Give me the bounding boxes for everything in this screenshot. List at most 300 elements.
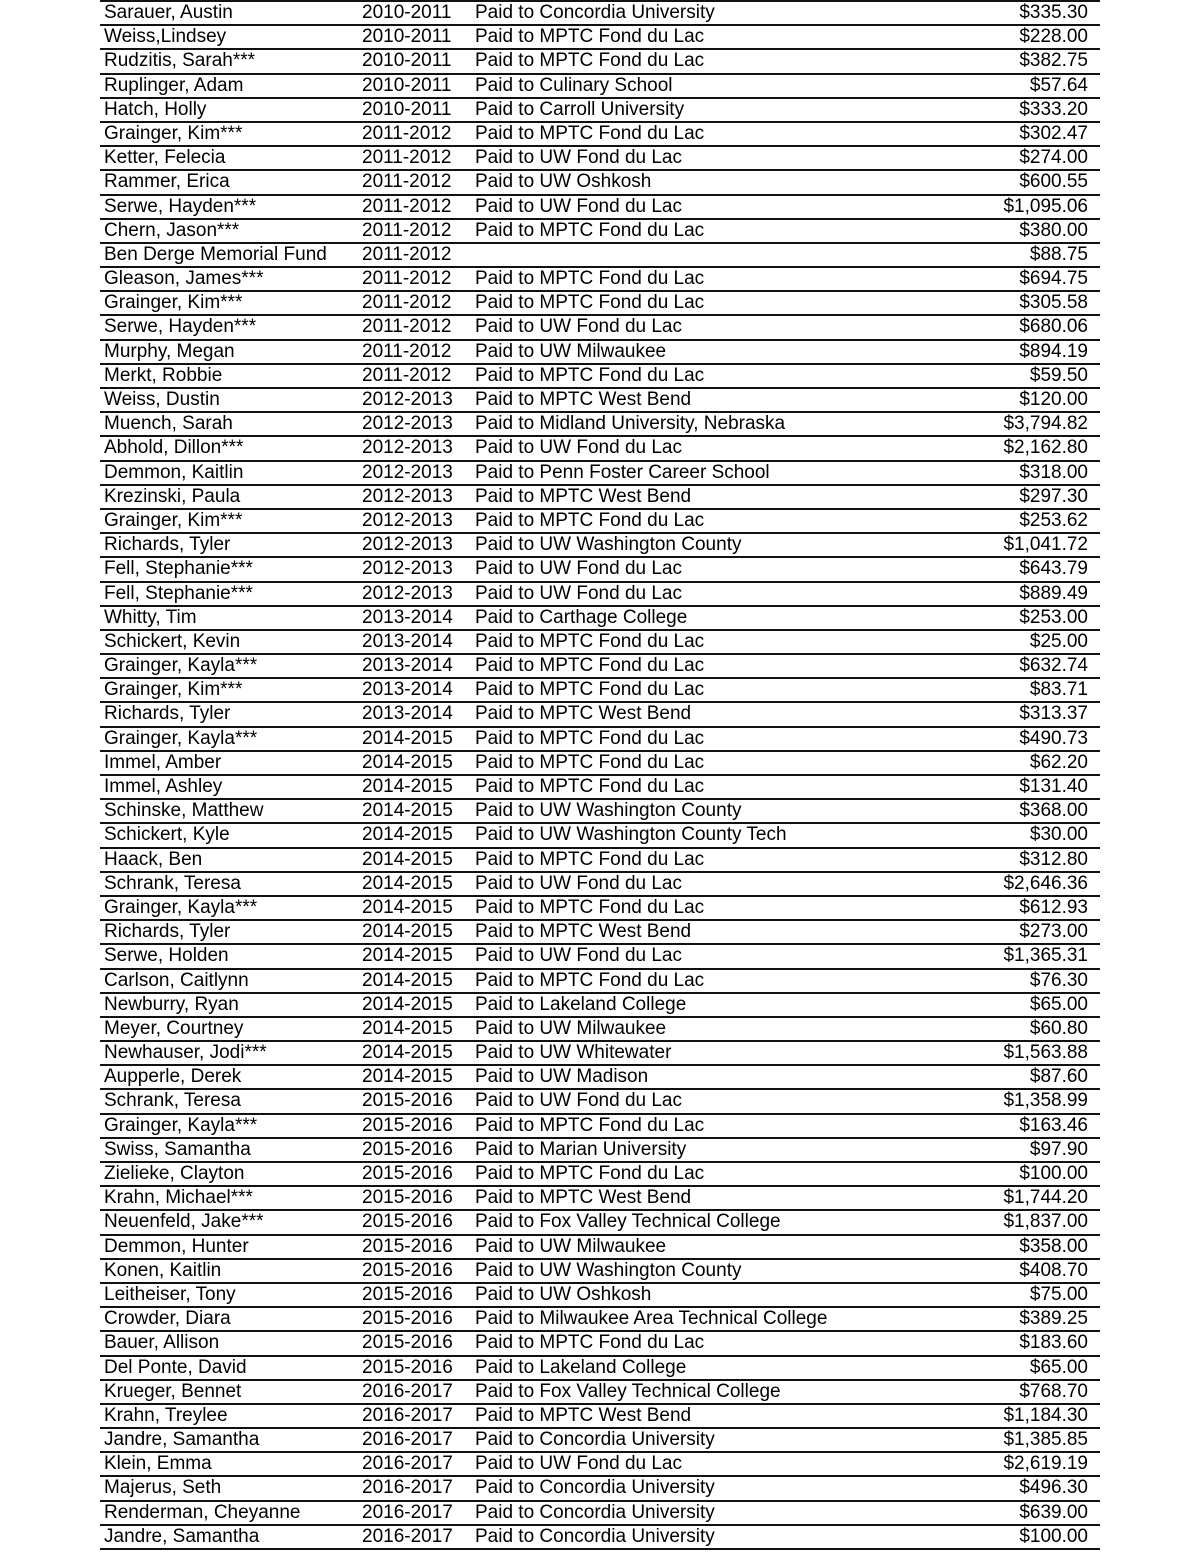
payment-description-cell: Paid to UW Washington County	[475, 534, 742, 556]
table-row	[100, 462, 1100, 486]
payment-description-cell: Paid to MPTC Fond du Lac	[475, 26, 705, 48]
table-row	[100, 510, 1100, 534]
payment-description-cell: Paid to UW Fond du Lac	[475, 558, 682, 580]
table-row	[100, 26, 1100, 50]
table-row	[100, 50, 1100, 74]
payment-description-cell: Paid to MPTC Fond du Lac	[475, 50, 705, 72]
payment-description-cell: Paid to MPTC Fond du Lac	[475, 776, 705, 797]
school-year-cell: 2015-2016	[362, 1138, 453, 1160]
payment-description-cell: Paid to UW Fond du Lac	[475, 437, 682, 459]
school-year-cell: 2013-2014	[362, 630, 453, 652]
payment-description-cell: Paid to MPTC Fond du Lac	[475, 655, 705, 677]
payment-description-cell: Paid to MPTC West Bend	[475, 703, 692, 725]
school-year-cell: 2011-2012	[362, 292, 452, 314]
amount-cell: $1,095.06	[1003, 195, 1088, 217]
recipient-name-cell: Krahn, Treylee	[104, 1404, 228, 1426]
school-year-cell: 2013-2014	[362, 679, 453, 701]
recipient-name-cell: Ketter, Felecia	[104, 147, 226, 169]
school-year-cell: 2011-2012	[362, 268, 452, 290]
school-year-cell: 2014-2015	[362, 848, 453, 870]
table-row	[100, 147, 1100, 171]
payment-description-cell: Paid to Lakeland College	[475, 993, 687, 1015]
table-row	[100, 220, 1100, 244]
recipient-name-cell: Schinske, Matthew	[104, 800, 264, 822]
recipient-name-cell: Ben Derge Memorial Fund	[104, 243, 327, 265]
school-year-cell: 2013-2014	[362, 606, 453, 628]
amount-cell: $2,619.19	[1003, 1453, 1088, 1475]
table-row	[100, 583, 1100, 607]
amount-cell: $30.00	[1029, 824, 1088, 846]
amount-cell: $2,162.80	[1003, 437, 1088, 459]
table-row	[100, 1429, 1100, 1453]
recipient-name-cell: Zielieke, Clayton	[104, 1163, 245, 1184]
amount-cell: $65.00	[1029, 993, 1088, 1015]
table-row	[100, 534, 1100, 558]
recipient-name-cell: Grainger, Kayla***	[104, 727, 258, 749]
school-year-cell: 2014-2015	[362, 872, 453, 894]
recipient-name-cell: Haack, Ben	[104, 848, 203, 870]
payment-description-cell: Paid to MPTC Fond du Lac	[475, 751, 705, 773]
amount-cell: $313.37	[1019, 703, 1088, 725]
school-year-cell: 2011-2012	[362, 219, 452, 241]
table-row	[100, 244, 1100, 268]
amount-cell: $632.74	[1019, 655, 1088, 677]
school-year-cell: 2015-2016	[362, 1308, 453, 1330]
table-row	[100, 873, 1100, 897]
payment-description-cell: Paid to Culinary School	[475, 74, 673, 96]
recipient-name-cell: Merkt, Robbie	[104, 364, 223, 386]
amount-cell: $83.71	[1029, 679, 1088, 701]
amount-cell: $894.19	[1019, 340, 1088, 362]
amount-cell: $60.80	[1029, 1017, 1088, 1039]
school-year-cell: 2016-2017	[362, 1477, 453, 1499]
table-row	[100, 824, 1100, 848]
amount-cell: $87.60	[1029, 1066, 1088, 1088]
table-row	[100, 341, 1100, 365]
amount-cell: $253.00	[1019, 606, 1088, 628]
school-year-cell: 2011-2012	[362, 243, 452, 265]
amount-cell: $680.06	[1019, 316, 1088, 338]
recipient-name-cell: Jandre, Samantha	[104, 1525, 260, 1547]
payment-description-cell: Paid to UW Oshkosh	[475, 1283, 652, 1305]
payment-description-cell: Paid to UW Milwaukee	[475, 1017, 667, 1039]
recipient-name-cell: Abhold, Dillon***	[104, 437, 244, 459]
recipient-name-cell: Fell, Stephanie***	[104, 558, 253, 580]
recipient-name-cell: Ruplinger, Adam	[104, 74, 244, 96]
payment-description-cell: Paid to MPTC West Bend	[475, 1404, 692, 1426]
recipient-name-cell: Aupperle, Derek	[104, 1066, 242, 1088]
school-year-cell: 2012-2013	[362, 485, 453, 507]
recipient-name-cell: Gleason, James***	[104, 268, 264, 290]
amount-cell: $333.20	[1019, 98, 1088, 120]
payment-description-cell: Paid to UW Milwaukee	[475, 340, 667, 362]
amount-cell: $62.20	[1029, 751, 1088, 773]
payment-description-cell: Paid to Concordia University	[475, 1501, 715, 1523]
school-year-cell: 2012-2013	[362, 582, 453, 604]
table-row	[100, 99, 1100, 123]
table-row	[100, 1042, 1100, 1066]
table-row	[100, 1526, 1100, 1550]
payment-description-cell: Paid to UW Fond du Lac	[475, 872, 682, 894]
amount-cell: $496.30	[1019, 1477, 1088, 1499]
payment-description-cell: Paid to UW Fond du Lac	[475, 1453, 682, 1475]
recipient-name-cell: Schickert, Kyle	[104, 824, 230, 846]
school-year-cell: 2012-2013	[362, 389, 453, 410]
recipient-name-cell: Swiss, Samantha	[104, 1138, 251, 1160]
table-row	[100, 389, 1100, 413]
payment-description-cell: Paid to UW Washington County	[475, 800, 742, 822]
school-year-cell: 2012-2013	[362, 461, 453, 483]
table-row	[100, 631, 1100, 655]
school-year-cell: 2015-2016	[362, 1235, 453, 1257]
payment-description-cell: Paid to MPTC Fond du Lac	[475, 848, 705, 870]
table-row	[100, 800, 1100, 824]
payment-description-cell: Paid to UW Fond du Lac	[475, 316, 682, 338]
amount-cell: $183.60	[1019, 1332, 1088, 1354]
table-row	[100, 171, 1100, 195]
recipient-name-cell: Grainger, Kim***	[104, 679, 243, 701]
school-year-cell: 2014-2015	[362, 800, 453, 822]
amount-cell: $318.00	[1019, 461, 1088, 483]
recipient-name-cell: Richards, Tyler	[104, 534, 231, 556]
amount-cell: $639.00	[1019, 1501, 1088, 1523]
payment-description-cell: Paid to Penn Foster Career School	[475, 461, 770, 483]
recipient-name-cell: Immel, Ashley	[104, 776, 223, 797]
school-year-cell: 2014-2015	[362, 1066, 453, 1088]
recipient-name-cell: Krueger, Bennet	[104, 1380, 242, 1402]
payment-description-cell: Paid to UW Milwaukee	[475, 1235, 667, 1257]
payment-description-cell: Paid to MPTC Fond du Lac	[475, 1332, 705, 1354]
school-year-cell: 2015-2016	[362, 1187, 453, 1209]
school-year-cell: 2012-2013	[362, 509, 453, 531]
table-row	[100, 1332, 1100, 1356]
amount-cell: $76.30	[1029, 969, 1088, 991]
school-year-cell: 2016-2017	[362, 1429, 453, 1451]
table-row	[100, 558, 1100, 582]
amount-cell: $305.58	[1019, 292, 1088, 314]
recipient-name-cell: Klein, Emma	[104, 1453, 212, 1475]
table-row	[100, 655, 1100, 679]
table-row	[100, 679, 1100, 703]
recipient-name-cell: Meyer, Courtney	[104, 1017, 244, 1039]
recipient-name-cell: Grainger, Kayla***	[104, 896, 258, 918]
table-row	[100, 1405, 1100, 1429]
payment-description-cell: Paid to MPTC Fond du Lac	[475, 1114, 705, 1136]
recipient-name-cell: Schrank, Teresa	[104, 1090, 241, 1112]
table-row	[100, 945, 1100, 969]
school-year-cell: 2012-2013	[362, 413, 453, 435]
amount-cell: $131.40	[1019, 776, 1088, 797]
recipient-name-cell: Sarauer, Austin	[104, 2, 233, 23]
table-row	[100, 1381, 1100, 1405]
amount-cell: $694.75	[1019, 268, 1088, 290]
payment-description-cell: Paid to Concordia University	[475, 2, 715, 23]
payment-description-cell: Paid to MPTC Fond du Lac	[475, 219, 705, 241]
school-year-cell: 2014-2015	[362, 921, 453, 943]
school-year-cell: 2014-2015	[362, 776, 453, 797]
amount-cell: $297.30	[1019, 485, 1088, 507]
school-year-cell: 2010-2011	[362, 26, 452, 48]
payment-description-cell: Paid to Carroll University	[475, 98, 685, 120]
payment-description-cell: Paid to MPTC Fond du Lac	[475, 969, 705, 991]
school-year-cell: 2016-2017	[362, 1501, 453, 1523]
recipient-name-cell: Demmon, Kaitlin	[104, 461, 244, 483]
payment-description-cell: Paid to MPTC Fond du Lac	[475, 727, 705, 749]
table-row	[100, 123, 1100, 147]
table-row	[100, 1018, 1100, 1042]
amount-cell: $100.00	[1019, 1525, 1088, 1547]
amount-cell: $600.55	[1019, 171, 1088, 193]
amount-cell: $368.00	[1019, 800, 1088, 822]
amount-cell: $1,385.85	[1003, 1429, 1088, 1451]
recipient-name-cell: Jandre, Samantha	[104, 1429, 260, 1451]
amount-cell: $120.00	[1019, 389, 1088, 410]
table-row	[100, 316, 1100, 340]
payment-description-cell: Paid to UW Fond du Lac	[475, 147, 682, 169]
school-year-cell: 2016-2017	[362, 1453, 453, 1475]
school-year-cell: 2011-2012	[362, 364, 452, 386]
recipient-name-cell: Krezinski, Paula	[104, 485, 241, 507]
payment-description-cell: Paid to MPTC Fond du Lac	[475, 292, 705, 314]
payment-description-cell: Paid to UW Fond du Lac	[475, 195, 682, 217]
school-year-cell: 2015-2016	[362, 1259, 453, 1281]
amount-cell: $1,744.20	[1003, 1187, 1088, 1209]
school-year-cell: 2014-2015	[362, 727, 453, 749]
table-row	[100, 1502, 1100, 1526]
recipient-name-cell: Grainger, Kayla***	[104, 655, 258, 677]
amount-cell: $768.70	[1019, 1380, 1088, 1402]
school-year-cell: 2016-2017	[362, 1525, 453, 1547]
recipient-name-cell: Rudzitis, Sarah***	[104, 50, 256, 72]
school-year-cell: 2015-2016	[362, 1090, 453, 1112]
payment-description-cell: Paid to UW Whitewater	[475, 1042, 672, 1064]
amount-cell: $3,794.82	[1003, 413, 1088, 435]
amount-cell: $335.30	[1019, 2, 1088, 23]
recipient-name-cell: Schickert, Kevin	[104, 630, 241, 652]
recipient-name-cell: Richards, Tyler	[104, 921, 231, 943]
recipient-name-cell: Grainger, Kayla***	[104, 1114, 258, 1136]
table-row	[100, 776, 1100, 800]
recipient-name-cell: Majerus, Seth	[104, 1477, 222, 1499]
amount-cell: $57.64	[1029, 74, 1088, 96]
payment-description-cell: Paid to Midland University, Nebraska	[475, 413, 786, 435]
recipient-name-cell: Neuenfeld, Jake***	[104, 1211, 264, 1233]
amount-cell: $1,041.72	[1003, 534, 1088, 556]
amount-cell: $163.46	[1019, 1114, 1088, 1136]
recipient-name-cell: Weiss, Dustin	[104, 389, 220, 410]
amount-cell: $389.25	[1019, 1308, 1088, 1330]
recipient-name-cell: Bauer, Allison	[104, 1332, 220, 1354]
recipient-name-cell: Muench, Sarah	[104, 413, 233, 435]
school-year-cell: 2014-2015	[362, 1017, 453, 1039]
table-row	[100, 849, 1100, 873]
amount-cell: $302.47	[1019, 122, 1088, 144]
amount-cell: $490.73	[1019, 727, 1088, 749]
amount-cell: $889.49	[1019, 582, 1088, 604]
table-row	[100, 970, 1100, 994]
recipient-name-cell: Schrank, Teresa	[104, 872, 241, 894]
school-year-cell: 2015-2016	[362, 1211, 453, 1233]
table-row	[100, 921, 1100, 945]
school-year-cell: 2011-2012	[362, 147, 452, 169]
school-year-cell: 2010-2011	[362, 98, 452, 120]
amount-cell: $643.79	[1019, 558, 1088, 580]
payment-description-cell: Paid to UW Fond du Lac	[475, 1090, 682, 1112]
payment-description-cell: Paid to Concordia University	[475, 1525, 715, 1547]
payment-description-cell: Paid to MPTC Fond du Lac	[475, 1163, 705, 1184]
school-year-cell: 2015-2016	[362, 1163, 453, 1184]
school-year-cell: 2011-2012	[362, 122, 452, 144]
recipient-name-cell: Leitheiser, Tony	[104, 1283, 236, 1305]
school-year-cell: 2010-2011	[362, 50, 452, 72]
school-year-cell: 2014-2015	[362, 751, 453, 773]
school-year-cell: 2011-2012	[362, 340, 452, 362]
school-year-cell: 2011-2012	[362, 316, 452, 338]
amount-cell: $1,837.00	[1003, 1211, 1088, 1233]
school-year-cell: 2015-2016	[362, 1332, 453, 1354]
table-row	[100, 268, 1100, 292]
amount-cell: $1,365.31	[1003, 945, 1088, 967]
table-row	[100, 897, 1100, 921]
payment-description-cell: Paid to MPTC Fond du Lac	[475, 679, 705, 701]
recipient-name-cell: Del Ponte, David	[104, 1356, 247, 1378]
amount-cell: $312.80	[1019, 848, 1088, 870]
recipient-name-cell: Grainger, Kim***	[104, 122, 243, 144]
school-year-cell: 2010-2011	[362, 74, 452, 96]
table-row	[100, 1211, 1100, 1235]
payment-description-cell: Paid to MPTC Fond du Lac	[475, 122, 705, 144]
recipient-name-cell: Weiss,Lindsey	[104, 26, 227, 48]
recipient-name-cell: Newburry, Ryan	[104, 993, 239, 1015]
payment-description-cell: Paid to MPTC West Bend	[475, 1187, 692, 1209]
school-year-cell: 2015-2016	[362, 1283, 453, 1305]
recipient-name-cell: Crowder, Diara	[104, 1308, 231, 1330]
amount-cell: $382.75	[1019, 50, 1088, 72]
amount-cell: $1,563.88	[1003, 1042, 1088, 1064]
payment-description-cell: Paid to MPTC West Bend	[475, 921, 692, 943]
school-year-cell: 2010-2011	[362, 2, 452, 23]
amount-cell: $408.70	[1019, 1259, 1088, 1281]
payment-description-cell: Paid to MPTC Fond du Lac	[475, 268, 705, 290]
payment-description-cell: Paid to UW Madison	[475, 1066, 649, 1088]
table-row	[100, 196, 1100, 220]
payment-description-cell: Paid to Milwaukee Area Technical College	[475, 1308, 828, 1330]
payment-description-cell: Paid to MPTC West Bend	[475, 389, 692, 410]
amount-cell: $88.75	[1029, 243, 1088, 265]
table-row	[100, 994, 1100, 1018]
payment-description-cell: Paid to UW Oshkosh	[475, 171, 652, 193]
amount-cell: $380.00	[1019, 219, 1088, 241]
table-row	[100, 703, 1100, 727]
school-year-cell: 2012-2013	[362, 437, 453, 459]
school-year-cell: 2013-2014	[362, 655, 453, 677]
recipient-name-cell: Newhauser, Jodi***	[104, 1042, 267, 1064]
amount-cell: $59.50	[1029, 364, 1088, 386]
table-row	[100, 0, 1100, 26]
table-row	[100, 413, 1100, 437]
school-year-cell: 2013-2014	[362, 703, 453, 725]
school-year-cell: 2016-2017	[362, 1404, 453, 1426]
table-row	[100, 1308, 1100, 1332]
recipient-name-cell: Carlson, Caitlynn	[104, 969, 249, 991]
recipient-name-cell: Krahn, Michael***	[104, 1187, 253, 1209]
table-row	[100, 1477, 1100, 1501]
recipient-name-cell: Demmon, Hunter	[104, 1235, 249, 1257]
table-row	[100, 752, 1100, 776]
amount-cell: $75.00	[1029, 1283, 1088, 1305]
amount-cell: $25.00	[1029, 630, 1088, 652]
recipient-name-cell: Chern, Jason***	[104, 219, 240, 241]
payment-description-cell: Paid to Fox Valley Technical College	[475, 1211, 781, 1233]
recipient-name-cell: Serwe, Hayden***	[104, 316, 257, 338]
school-year-cell: 2014-2015	[362, 896, 453, 918]
recipient-name-cell: Konen, Kaitlin	[104, 1259, 222, 1281]
amount-cell: $2,646.36	[1003, 872, 1088, 894]
table-row	[100, 437, 1100, 461]
amount-cell: $100.00	[1019, 1163, 1088, 1184]
recipient-name-cell: Murphy, Megan	[104, 340, 235, 362]
recipient-name-cell: Fell, Stephanie***	[104, 582, 253, 604]
school-year-cell: 2015-2016	[362, 1114, 453, 1136]
table-row	[100, 1139, 1100, 1163]
recipient-name-cell: Rammer, Erica	[104, 171, 230, 193]
payment-description-cell: Paid to MPTC Fond du Lac	[475, 896, 705, 918]
payment-description-cell: Paid to Lakeland College	[475, 1356, 687, 1378]
payment-description-cell: Paid to UW Washington County	[475, 1259, 742, 1281]
school-year-cell: 2015-2016	[362, 1356, 453, 1378]
payment-description-cell: Paid to UW Fond du Lac	[475, 945, 682, 967]
payment-description-cell: Paid to Concordia University	[475, 1477, 715, 1499]
table-row	[100, 1260, 1100, 1284]
amount-cell: $253.62	[1019, 509, 1088, 531]
table-row	[100, 75, 1100, 99]
school-year-cell: 2014-2015	[362, 945, 453, 967]
school-year-cell: 2011-2012	[362, 171, 452, 193]
table-row	[100, 1090, 1100, 1114]
recipient-name-cell: Serwe, Holden	[104, 945, 229, 967]
payment-description-cell: Paid to MPTC Fond du Lac	[475, 630, 705, 652]
school-year-cell: 2011-2012	[362, 195, 452, 217]
payment-description-cell: Paid to MPTC Fond du Lac	[475, 509, 705, 531]
table-row	[100, 1163, 1100, 1187]
table-row	[100, 292, 1100, 316]
school-year-cell: 2016-2017	[362, 1380, 453, 1402]
table-row	[100, 1453, 1100, 1477]
amount-cell: $97.90	[1029, 1138, 1088, 1160]
payment-description-cell: Paid to UW Washington County Tech	[475, 824, 787, 846]
table-row	[100, 486, 1100, 510]
recipient-name-cell: Hatch, Holly	[104, 98, 207, 120]
school-year-cell: 2014-2015	[362, 824, 453, 846]
recipient-name-cell: Immel, Amber	[104, 751, 222, 773]
amount-cell: $228.00	[1019, 26, 1088, 48]
amount-cell: $1,358.99	[1003, 1090, 1088, 1112]
amount-cell: $358.00	[1019, 1235, 1088, 1257]
payment-description-cell: Paid to Marian University	[475, 1138, 687, 1160]
amount-cell: $612.93	[1019, 896, 1088, 918]
recipient-name-cell: Grainger, Kim***	[104, 292, 243, 314]
amount-cell: $273.00	[1019, 921, 1088, 943]
recipient-name-cell: Serwe, Hayden***	[104, 195, 257, 217]
payment-description-cell: Paid to MPTC Fond du Lac	[475, 364, 705, 386]
amount-cell: $274.00	[1019, 147, 1088, 169]
table-row	[100, 365, 1100, 389]
recipient-name-cell: Richards, Tyler	[104, 703, 231, 725]
table-row	[100, 1187, 1100, 1211]
school-year-cell: 2014-2015	[362, 969, 453, 991]
school-year-cell: 2014-2015	[362, 993, 453, 1015]
amount-cell: $1,184.30	[1003, 1404, 1088, 1426]
